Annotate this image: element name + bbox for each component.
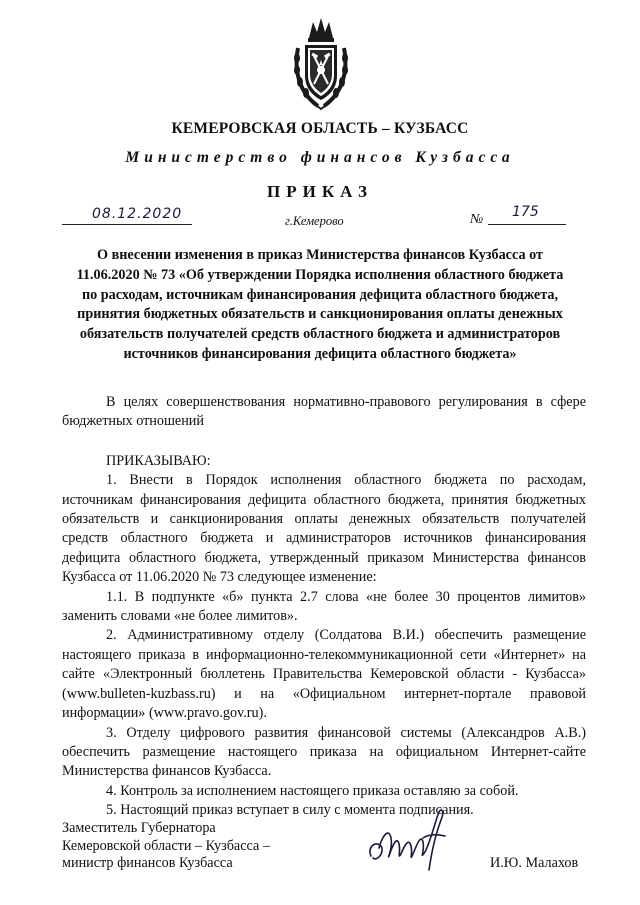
order-word: ПРИКАЗЫВАЮ: [106, 452, 211, 469]
region-name: КЕМЕРОВСКАЯ ОБЛАСТЬ – КУЗБАСС [171, 120, 469, 137]
order-title: О внесении изменения в приказ Министерства финансов Кузбасса от 11.06.2020 № 73 «Об утверждении Порядка исполнения областного бюджета по расходам, источникам финансирования дефицита областного бюджета, принятия бюджетных обязательств и санкционирования оплаты денежных обязательств получателей средств областного бюджета и администраторов источников финансирования дефицита областного бюджета» [76, 247, 564, 362]
order-item: 1.1. В подпункте «б» пункта 2.7 слова «не более 30 процентов лимитов» заменить словами «не более лимитов». [62, 588, 586, 625]
number-underline [488, 224, 566, 225]
order-item: 5. Настоящий приказ вступает в силу с момента подписания. [106, 802, 474, 819]
order-number: 175 [512, 204, 539, 220]
signer-position-line: Заместитель Губернатора [62, 820, 216, 836]
handwritten-signature [365, 804, 455, 876]
order-item: 2. Административному отделу (Солдатова В.И.) обеспечить размещение настоящего приказа в информационно-телекоммуникационной сети «Интернет» на сайте «Электронный бюллетень Правительства Кемеровской области - Кузбасса» (www.bulleten-kuzbass.ru) и на «Официальном интернет-портале правовой информации» (www.pravo.gov.ru). [62, 627, 586, 722]
order-item: 4. Контроль за исполнением настоящего приказа оставляю за собой. [106, 782, 519, 799]
document-type: ПРИКАЗ [267, 182, 373, 201]
number-sign: № [470, 212, 484, 227]
signer-name: И.Ю. Малахов [490, 855, 579, 871]
order-item: 1. Внести в Порядок исполнения областного бюджета по расходам, источникам финансирования дефицита областного бюджета, принятия бюджетных обязательств и санкционирования оплаты денежных обязательств получателей средств областного бюджета и администраторов источников финансирования дефицита областного бюджета, утвержденный приказом Министерства финансов Кузбасса от 11.06.2020 № 73 следующее изменение: [62, 472, 586, 586]
city: г.Кемерово [285, 214, 344, 228]
signer-position-line: министр финансов Кузбасса [62, 855, 233, 871]
order-body [62, 393, 586, 821]
order-date: 08.12.2020 [92, 206, 183, 222]
preamble: В целях совершенствования нормативно-правового регулирования в сфере бюджетных отношений [62, 394, 586, 430]
coat-of-arms-icon [292, 14, 350, 112]
signer-position [62, 820, 270, 873]
signer-position-line: Кемеровской области – Кузбасса – [62, 837, 270, 854]
ministry-name: Министерство финансов Кузбасса [125, 149, 515, 166]
order-item: 3. Отделу цифрового развития финансовой системы (Александров А.В.) обеспечить размещение настоящего приказа на официальном Интернет-сайте Министерства финансов Кузбасса. [62, 724, 586, 780]
date-underline [62, 224, 192, 225]
